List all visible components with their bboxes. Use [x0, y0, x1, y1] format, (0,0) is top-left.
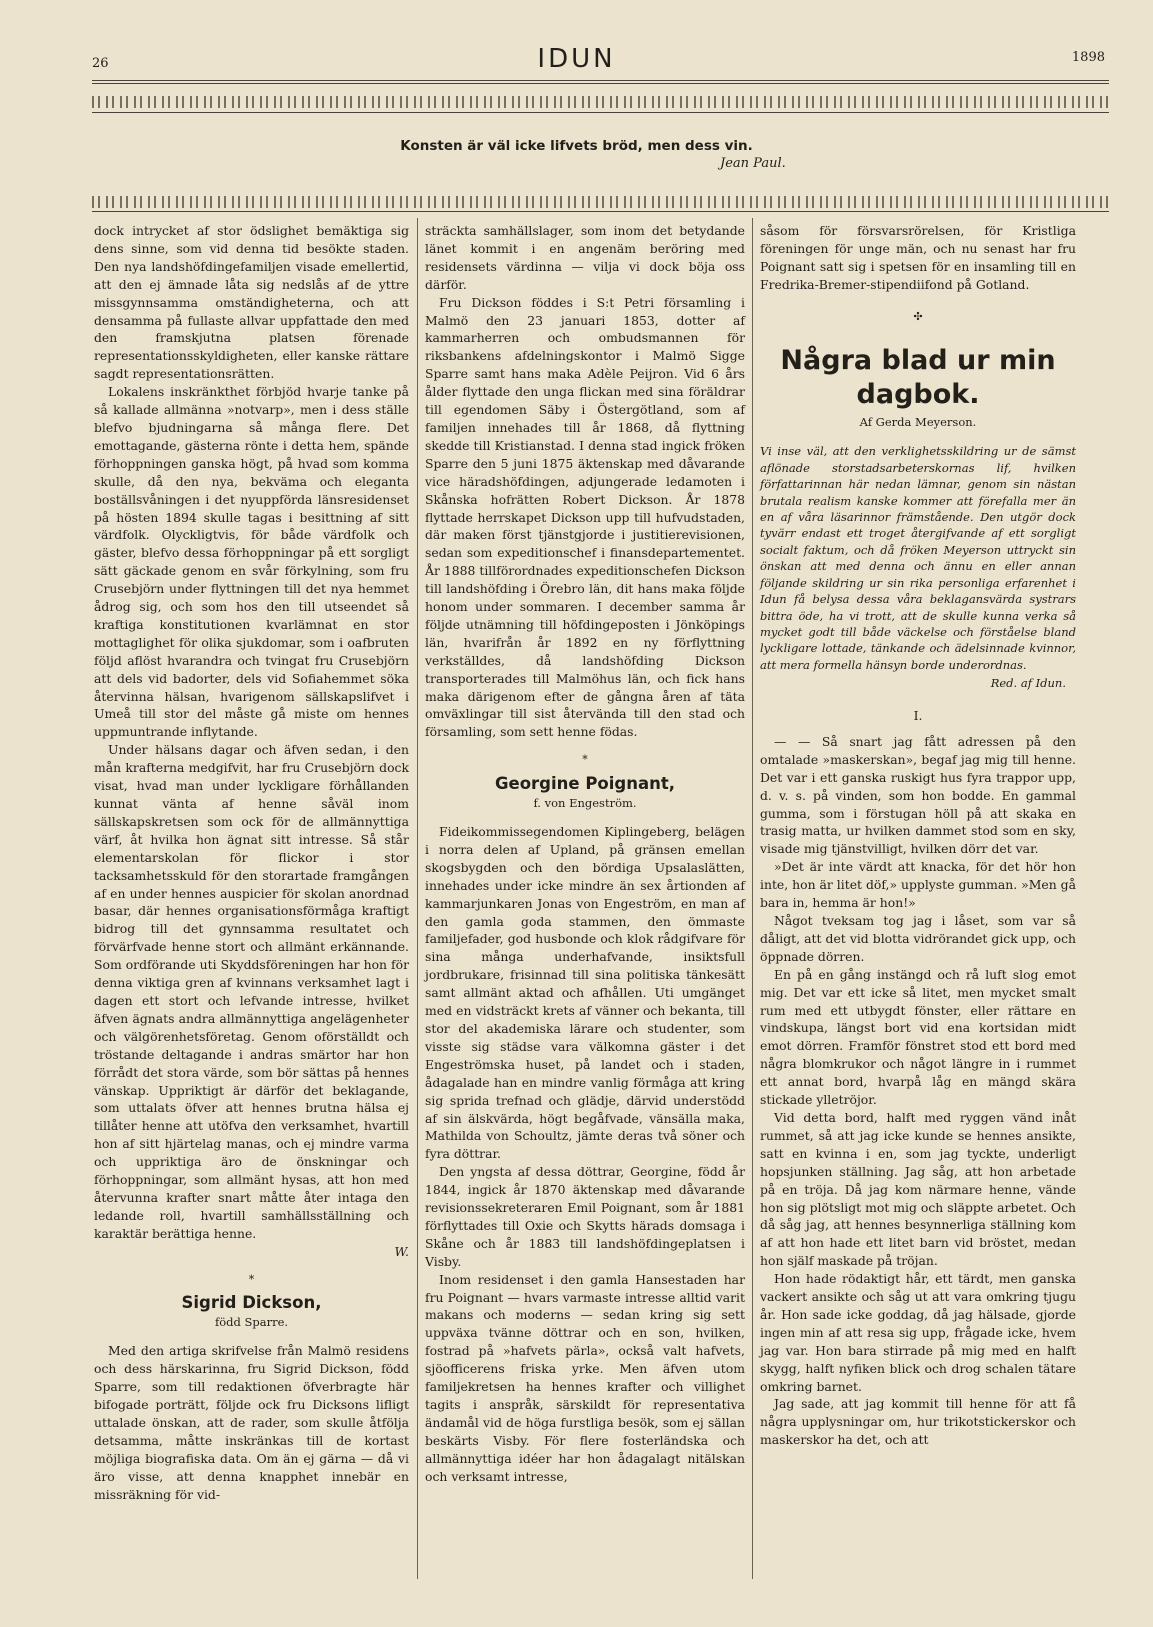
paragraph: Den yngsta af dessa döttrar, Georgine, född år 1844, ingick år 1870 äktenskap med dåvarande revisionssekreteraren Emil Poignant, som år 1881 förflyttades till Oxie och Skytts härads domsaga i Skåne och år 1883 till landshöfdingeplatsen i Visby.: [425, 1164, 745, 1269]
paragraph: såsom för försvarsrörelsen, för Kristliga föreningen för unge män, och nu senast har fru Poignant satt sig i spetsen för en insamling till en Fredrika-Bremer-stipendiifond på Gotland.: [760, 223, 1076, 292]
paragraph: »Det är inte värdt att knacka, för det hör hon inte, hon är litet döf,» upplyste gumman. »Men gå bara in, hemma är hon!»: [760, 859, 1076, 911]
column-3: [760, 222, 1076, 1449]
header-rule-top-2: [92, 83, 1109, 84]
paragraph: Lokalens inskränkthet förbjöd hvarje tanke på så kallade allmänna »notvarp», men i dess ställe blefvo bjudningarna så många flere. Det emottagande, gästerna rönte i detta hem, spände förhoppningen ganska högt, på hvad som komma skulle, då den nya, bekväma och eleganta boställsvåningen i det nyuppförda länsresidenset på hösten 1894 skulle tagas i besittning af sitt värdfolk. Olyckligtvis, för både värdfolk och gäster, blefvo dessa förhoppningar på ett sorgligt sätt gäckade genom en svår förkylning, som fru Crusebjörn under flyttningen till det nya hemmet ådrog sig, och som hos den till utseendet så kraftiga konstitutionen kvarlämnat en stor mottaglighet för olika sjukdomar, som i oafbruten följd aflöst hvarandra och tvingat fru Crusebjörn att dels vid badorter, dels vid Sofiahemmet söka återvinna hälsan, hvarigenom sällskapslifvet i Umeå till stor del måste gå miste om hennes uppmuntrande inflytande.: [94, 384, 409, 740]
article-title: Några blad ur min dagbok.: [780, 344, 1056, 410]
header-ornament-border: [92, 96, 1109, 108]
signature: W.: [394, 1243, 409, 1259]
masthead-title: IDUN: [537, 44, 616, 74]
paragraph: Under hälsans dagar och äfven sedan, i den mån krafterna medgifvit, har fru Crusebjörn dock visat, hvad man under lyckligare förhållanden kunnat vänta af henne såväl inom sällskapskretsen som ock för de allmännyttiga värf, åt hvilka hon ägnat sitt intresse. Så står elementarskolan för flickor i stor tacksamhetsskuld för den storartade framgången af en under hennes auspicier för skolan anordnad basar, där hennes organisationsförmåga kraftigt bidrog till det gynnsamma resultatet och förvärfvade henne stort och allmänt erkännande. Som ordförande uti Skyddsföreningen har hon för denna viktiga gren af kvinnans verksamhet lagt i dagen ett stort och lefvande intresse, hvilket äfven ägnats andra allmännyttiga angelägenheter och välgörenhetsföretag. Genom oförställdt och tröstande deltagande i andras smärtor har hon förrådt det stora värde, som bör sättas på hennes vänskap. Uppriktigt är därför det beklagande, som uttalats öfver att hennes brutna hälsa ej tillåter henne att utöfva den verksamhet, hvartill hon af sitt hjärtelag manas, och ej mindre varma och uppriktiga äro de önskningar och förhoppningar, som allmänt hysas, att hon med återvunna krafter snart måtte åter intaga den ledande roll, hvartill samhällsställning och karaktär berättiga henne.: [94, 742, 409, 1241]
paragraph: sträckta samhällslager, som inom det betydande länet kommit i en angenäm beröring med residensets värdinna — vilja vi dock böja oss därför.: [425, 223, 745, 292]
column-divider-2: [752, 218, 753, 1579]
paragraph: Fideikommissegendomen Kiplingeberg, belägen i norra delen af Upland, på gränsen emellan skogsbygden och den bördiga Upsalaslätten, innehades under icke mindre än sex årtionden af kammarjunkaren Jonas von Engeström, en man af den gamla goda stammen, den ömmaste familjefader, god husbonde och klok rådgifvare för sina många underhafvande, insiktsfull jordbrukare, frisinnad till sina politiska tänkesätt samt allmänt aktad och afhållen. Uti umgänget med en vidsträckt krets af vänner och bekanta, till stor del akademiska lärare och studenter, som visste sig städse vara välkomna gäster i det Engeströmska huset, på landet och i staden, ådagalade han en mindre vanlig förmåga att kring sig sprida trefnad och glädje, därvid understödd af sin älskvärda, högt begåfvade, vänsälla maka, Mathilda von Schoultz, jämte deras två söner och fyra döttrar.: [425, 824, 745, 1162]
column-2: [425, 222, 745, 1486]
editor-signature: Red. af Idun.: [990, 676, 1066, 691]
section-ornament-border: [92, 196, 1109, 208]
ornament-divider: ✣: [913, 309, 923, 323]
article-subheading: född Sparre.: [214, 1315, 289, 1330]
paragraph: Något tveksam tog jag i låset, som var så dåligt, att det vid blotta vidrörandet gick upp, och öppnade dörren.: [760, 913, 1076, 964]
paragraph: Med den artiga skrifvelse från Malmö residens och dess härskarinna, fru Sigrid Dickson, född Sparre, som till redaktionen öfverbragte här bifogade porträtt, följde ock fru Dicksons lifligt uttalade önskan, att de rader, som skulle åtfölja detsamma, måtte inskränkas till de kortast möjliga biografiska data. Om än ej gärna — då vi äro visse, att denna knapphet innebär en missräkning för vid-: [94, 1343, 409, 1502]
paragraph: Inom residenset i den gamla Hansestaden har fru Poignant — hvars varmaste intresse alltid varit makans och moderns — sedan kring sig sett uppväxa tvänne döttrar och en son, hvilken, fostrad på »hafvets pärla», också valt hafvets, sjöofficerens friska yrke. Men äfven utom familjekretsen ha hennes krafter och villighet tagits i anspråk, särskildt för representativa ändamål vid de höga furstliga besök, som ej sällan beskärts Visby. För flere fosterländska och allmännyttiga idéer har hon ådagalagt nitälskan och verksamt intresse,: [425, 1271, 745, 1484]
article-heading: Sigrid Dickson,: [181, 1293, 322, 1313]
paragraph: — — Så snart jag fått adressen på den omtalade »maskerskan», begaf jag mig till henne. Det var i ett ganska ruskigt hus fyra trappor upp, d. v. s. på vinden, som hon bodde. En gammal gumma, som i förstugan höll på att skaka en trasig matta, ur hvilken dammet stod som en sky, visade mig tjänstvilligt, hvilken dörr det var.: [760, 733, 1076, 857]
separator-star: *: [248, 1272, 255, 1286]
motto-author: Jean Paul.: [720, 156, 786, 171]
paragraph: Fru Dickson föddes i S:t Petri församling i Malmö den 23 januari 1853, dotter af kammarherren och ombudsmannen för riksbankens afdelningskontor i Malmö Sigge Sparre samt hans maka Adèle Peijron. Vid 6 års ålder flyttade den unga flickan med sina föräldrar till egendomen Säby i Östergötland, som af familjen innehades till år 1868, då flyttning skedde till Kristianstad. I denna stad ingick fröken Sparre den 5 juni 1875 äktenskap med dåvarande vice häradshöfdingen, adjungerade ledamoten i Skånska hofrätten Robert Dickson. År 1878 flyttade herrskapet Dickson upp till hufvudstaden, där maken först tjänstgjorde i justitierevisionen, sedan som expeditionschef i finansdepartementet. År 1888 tillförordnades expeditionschefen Dickson till landshöfding i Örebro län, dit hans maka följde honom under sommaren. I december samma år följde utnämning till höfdingeposten i Jönköpings län, hvarifrån år 1892 en ny förflyttning verkställdes, då landshöfding Dickson transporterades till Malmöhus län, och fick hans maka därigenom efter de gångna åren af täta omväxlingar till sist återvända till den stad och församling, som sett henne födas.: [425, 294, 745, 740]
section-rule: [92, 211, 1109, 212]
column-divider-1: [417, 218, 418, 1579]
article-subheading: f. von Engeström.: [533, 796, 637, 811]
motto-quote: Konsten är väl icke lifvets bröd, men dess vin.: [400, 138, 753, 154]
header-rule-top: [92, 80, 1109, 81]
article-heading: Georgine Poignant,: [494, 774, 676, 794]
header-rule-bottom: [92, 112, 1109, 113]
paragraph: Hon hade rödaktigt hår, ett tärdt, men ganska vackert ansikte och såg ut att vara omkring tjugu år. Hon sade icke goddag, då jag hälsade, gjorde ingen min af att resa sig upp, frågade icke, hvem jag var. Hon bara stirrade på mig med en halft skygg, halft nyfiken blick och drog schalen tätare omkring barnet.: [760, 1271, 1076, 1394]
column-1: [94, 222, 409, 1503]
section-number: I.: [913, 708, 923, 724]
paragraph: Jag sade, att jag kommit till henne för att få några upplysningar om, hur trikotstickerskor och maskerskor ha det, och att: [760, 1396, 1076, 1448]
paragraph: Vid detta bord, halft med ryggen vänd inåt rummet, så att jag icke kunde se hennes ansikte, satt en kvinna i en, som jag tyckte, underligt hopsjunken ställning. Jag såg, att hon arbetade på en tröja. Då jag kom närmare henne, vände hon sig plötsligt mot mig och släppte arbetet. Och då såg jag, att hennes besynnerliga ställning kom af att hon hade ett litet barn vid bröstet, medan hon själf maskade på tröjan.: [760, 1109, 1076, 1269]
paragraph: En på en gång instängd och rå luft slog emot mig. Det var ett icke så litet, men mycket smalt rum med ett utbygdt fönster, eller rättare en vindskupa, längst bort vid ena kortsidan midt emot dörren. Framför fönstret stod ett bord med några blomkrukor och något längre in i rummet ett annat bord, hvarpå låg en mängd skära stickade ylletröjor.: [760, 966, 1076, 1108]
paragraph: dock intrycket af stor ödslighet bemäktiga sig dens sinne, som vid denna tid besökte staden. Den nya landshöfdingefamiljen visade emellertid, att den ej ämnade låta sig nedslås af de yttre missgynnsamma omständigheterna, och att densamma på fullaste allvar uppfattade den med den framskjutna platsen förenade representationsskyldigheten, eller kanske rättare sagdt representationsrätten.: [94, 223, 409, 382]
separator-star: *: [582, 753, 588, 767]
page-number: 26: [92, 56, 109, 71]
editor-intro: Vi inse väl, att den verklighetsskildring ur de sämst aflönade storstadsarbeterskornas lif, hvilken författarinnan här nedan lämnar, genom sin nästan brutala realism kanske kommer att förefalla mer än en af våra läsarinnor främstående. Den utgör dock tyvärr endast ett troget återgifvande af ett sorgligt socialt faktum, och då fröken Meyerson uttryckt sin önskan att med denna och ännu en eller annan följande skildring ur sin rika personliga erfarenhet i Idun få belysa dessa våra beklagansvärda systrars bittra öde, ha vi trott, att de skulle kunna verka så mycket godt till både väckelse och förståelse bland lyckligare lottade, tänkande och ädelsinnade kvinnor, att mera formella hänsyn borde underordnas.: [760, 444, 1076, 672]
byline: Af Gerda Meyerson.: [859, 414, 977, 429]
issue-year: 1898: [1071, 50, 1105, 65]
